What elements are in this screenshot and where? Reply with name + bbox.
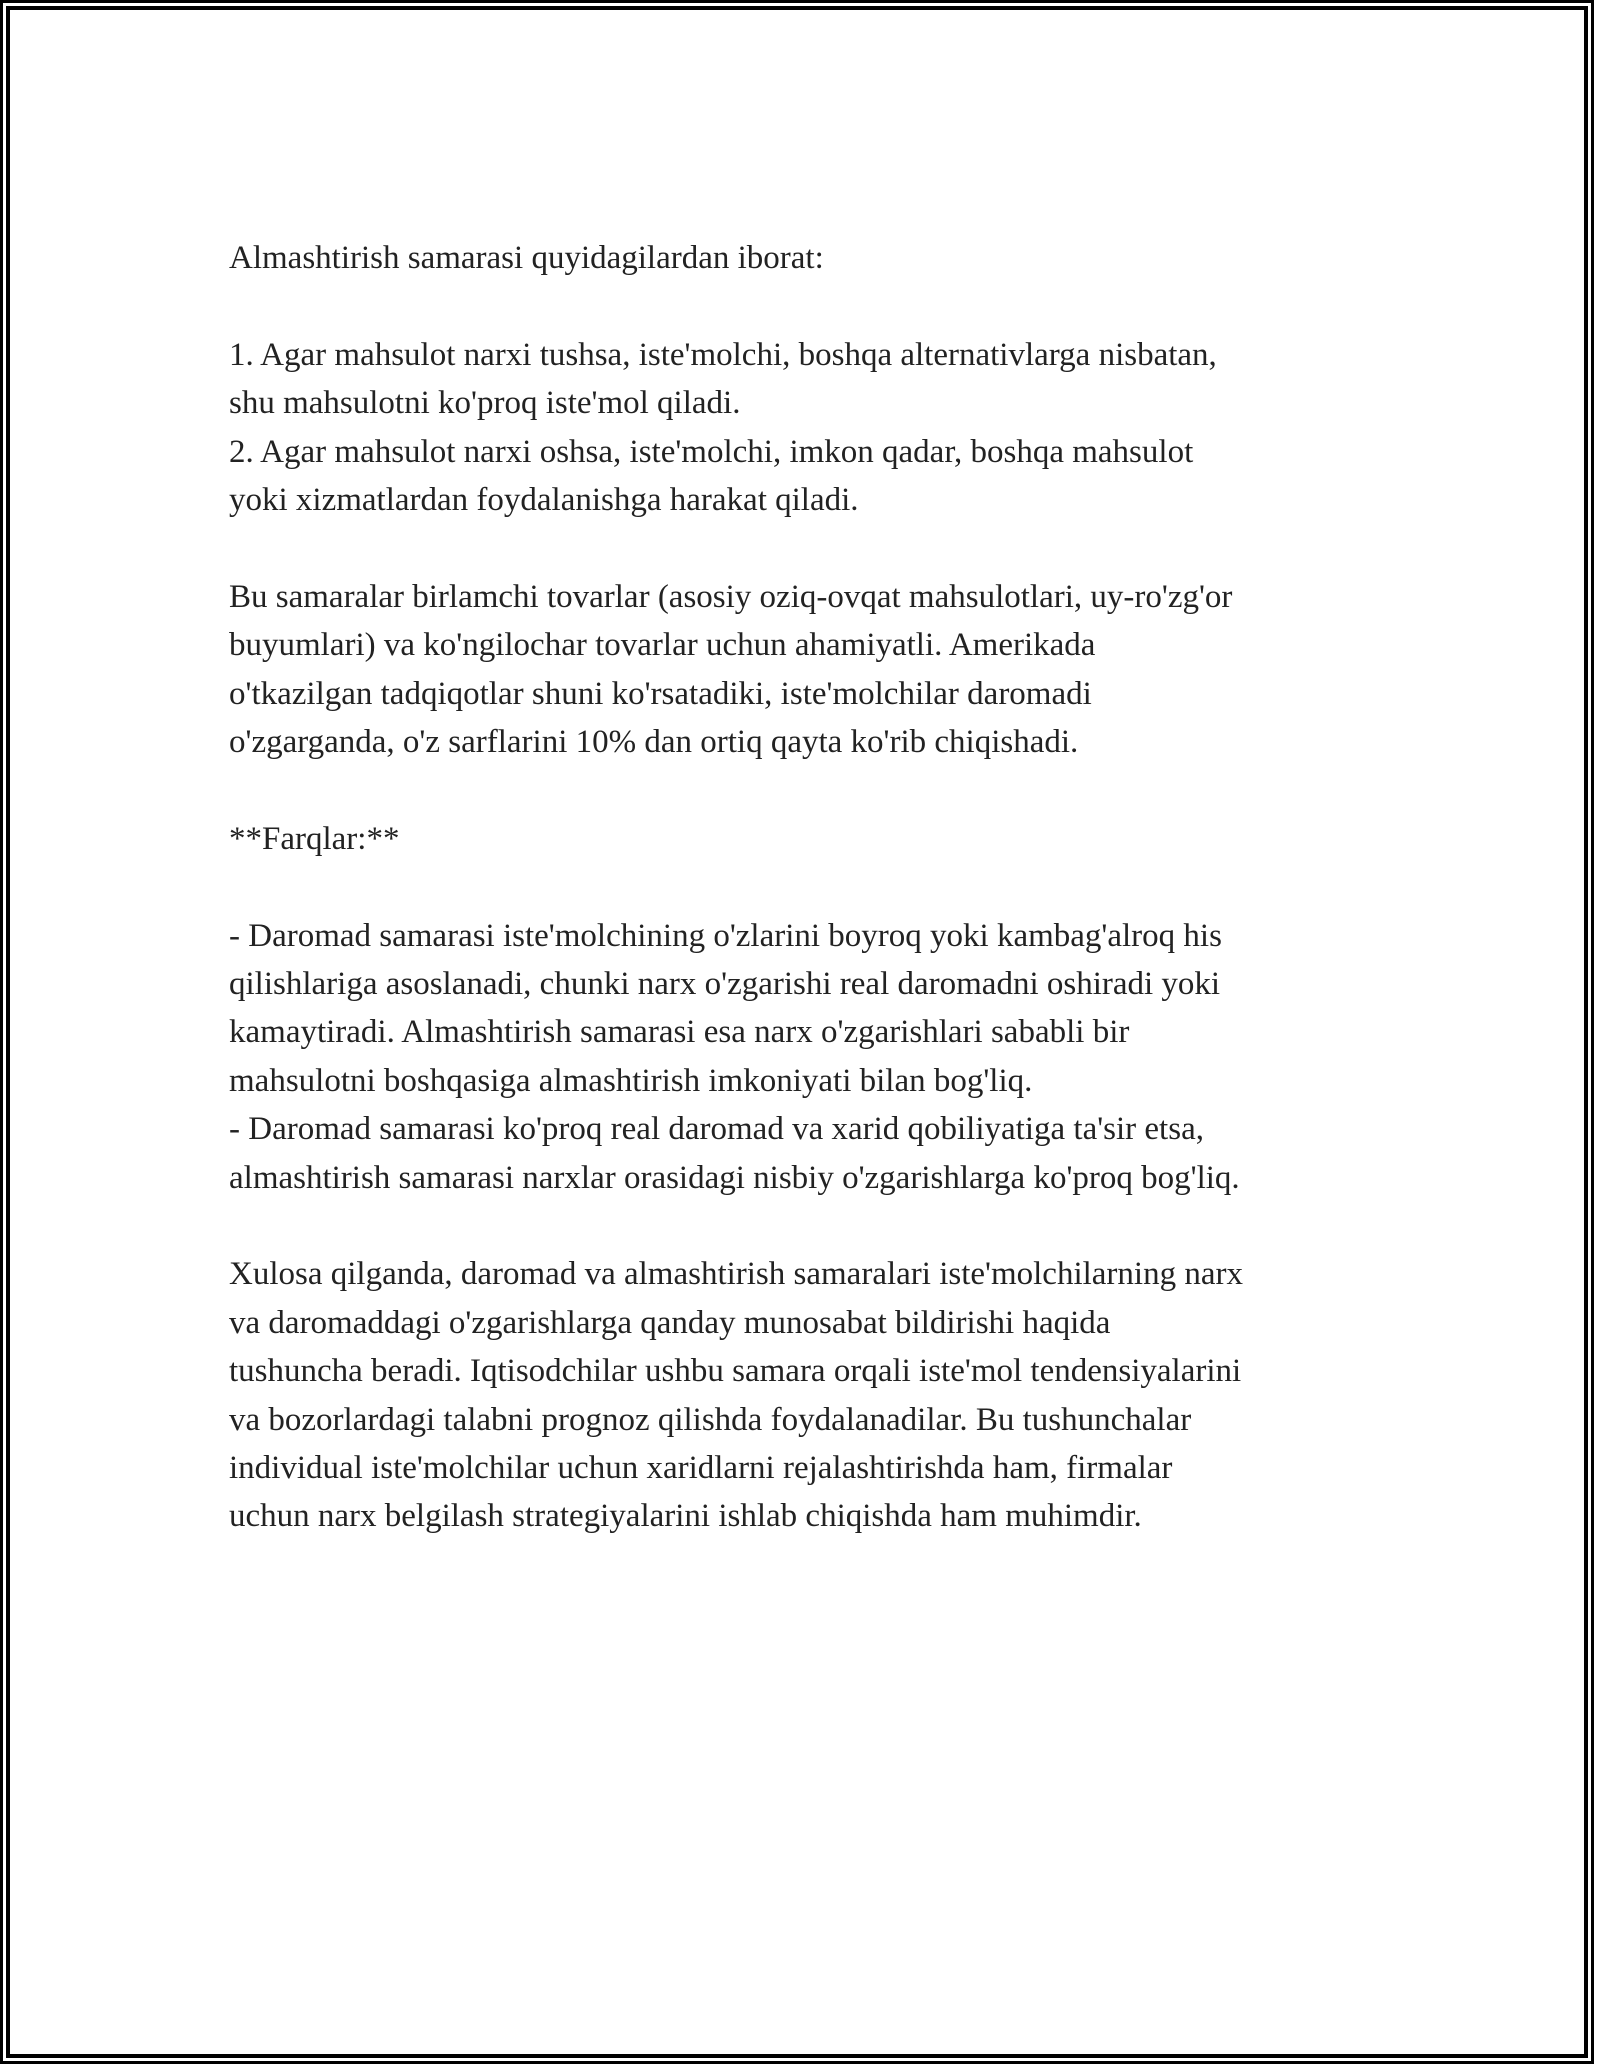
conclusion-line-4: va bozorlardagi talabni prognoz qilishda foydalanadilar. Bu tushunchalar [229,1401,1192,1438]
list-item-2-line-1: 2. Agar mahsulot narxi oshsa, iste'molchi, imkon qadar, boshqa mahsulot [229,433,1194,470]
effects-line-2: buyumlari) va ko'ngilochar tovarlar uchun ahamiyatli. Amerikada [229,627,1096,664]
difference-1-line-3: kamaytiradi. Almashtirish samarasi esa narx o'zgarishlari sababli bir [229,1014,1130,1051]
effects-paragraph [229,573,1389,767]
difference-1-line-4: mahsulotni boshqasiga almashtirish imkoniyati bilan bog'liq. [229,1062,1033,1099]
difference-2-line-1: - Daromad samarasi ko'proq real daromad va xarid qobiliyatiga ta'sir etsa, [229,1111,1204,1148]
document-body [229,234,1389,1589]
effects-line-1: Bu samaralar birlamchi tovarlar (asosiy oziq-ovqat mahsulotlari, uy-ro'zg'or [229,578,1233,615]
list-item-1-line-1: 1. Agar mahsulot narxi tushsa, iste'molchi, boshqa alternativlarga nisbatan, [229,336,1217,373]
numbered-list [229,331,1389,525]
conclusion-line-2: va daromaddagi o'zgarishlarga qanday munosabat bildirishi haqida [229,1304,1111,1341]
effects-line-3: o'tkazilgan tadqiqotlar shuni ko'rsatadiki, iste'molchilar daromadi [229,675,1092,712]
conclusion-paragraph [229,1250,1389,1540]
list-item-1-line-2: shu mahsulotni ko'proq iste'mol qiladi. [229,385,741,422]
difference-2-line-2: almashtirish samarasi narxlar orasidagi nisbiy o'zgarishlarga ko'proq bog'liq. [229,1159,1240,1196]
conclusion-line-3: tushuncha beradi. Iqtisodchilar ushbu samara orqali iste'mol tendensiyalarini [229,1353,1242,1390]
intro-paragraph [229,234,1389,282]
differences-heading [229,815,1389,863]
differences-list [229,912,1389,1202]
conclusion-line-5: individual iste'molchilar uchun xaridlarni rejalashtirishda ham, firmalar [229,1450,1173,1487]
intro-line: Almashtirish samarasi quyidagilardan iborat: [229,240,824,276]
differences-heading-line: **Farqlar:** [229,820,400,857]
conclusion-line-6: uchun narx belgilash strategiyalarini ishlab chiqishda ham muhimdir. [229,1498,1142,1535]
difference-1-line-2: qilishlariga asoslanadi, chunki narx o'zgarishi real daromadni oshiradi yoki [229,966,1221,1003]
list-item-2-line-2: yoki xizmatlardan foydalanishga harakat qiladi. [229,482,859,519]
conclusion-line-1: Xulosa qilganda, daromad va almashtirish samaralari iste'molchilarning narx [229,1256,1243,1293]
difference-1-line-1: - Daromad samarasi iste'molchining o'zlarini boyroq yoki kambag'alroq his [229,917,1222,954]
effects-line-4: o'zgarganda, o'z sarflarini 10% dan ortiq qayta ko'rib chiqishadi. [229,724,1079,761]
